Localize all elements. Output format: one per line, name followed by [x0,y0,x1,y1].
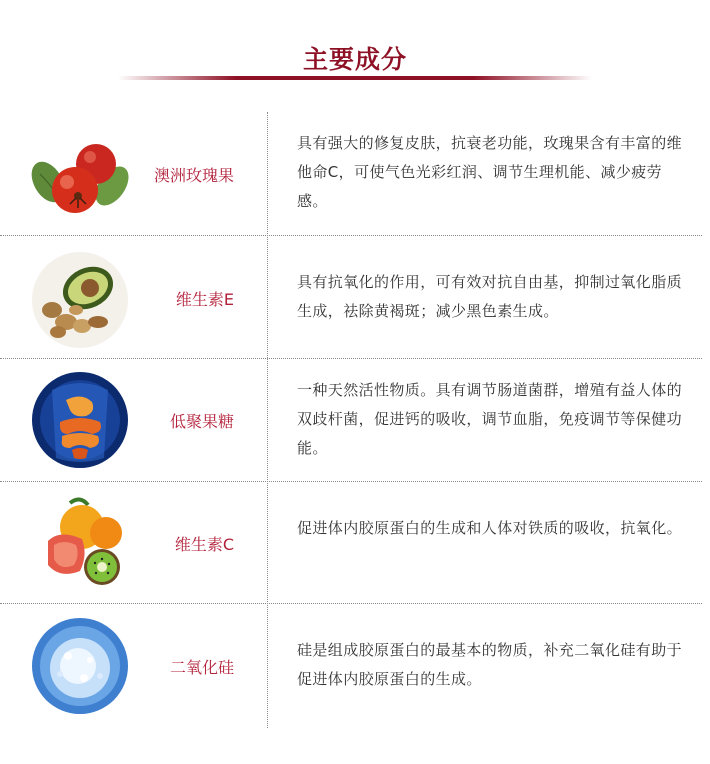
avocado-nuts-image [30,248,130,348]
ingredient-row-silica [0,604,710,728]
intestine-image [30,370,130,470]
citrus-kiwi-image [30,493,130,593]
ingredient-row-rosehip [0,112,710,236]
ingredient-row-vitamin-e [0,236,710,359]
ingredient-description: 一种天然活性物质。具有调节肠道菌群，增殖有益人体的双歧杆菌，促进钙的吸收，调节血脂，免疫调节等保健功能。 [297,381,683,457]
ingredient-description: 促进体内胶原蛋白的生成和人体对铁质的吸收，抗氧化。 [297,519,683,537]
ingredient-name: 维生素C [174,535,234,554]
ingredient-description: 具有强大的修复皮肤，抗衰老功能，玫瑰果含有丰富的维他命C，可使气色光彩红润、调节生理机能、减少疲劳感。 [297,134,683,210]
ingredient-name: 低聚果糖 [169,412,234,431]
title-underline [118,76,592,80]
ingredient-description: 硅是组成胶原蛋白的最基本的物质，补充二氧化硅有助于促进体内胶原蛋白的生成。 [297,641,683,688]
ingredient-name: 二氧化硅 [169,658,234,677]
ingredient-row-vitamin-c [0,482,710,604]
ingredient-description: 具有抗氧化的作用，可有效对抗自由基，抑制过氧化脂质生成，祛除黄褐斑；减少黑色素生成。 [297,273,683,320]
page-title: 主要成分 [302,45,407,74]
ingredient-row-fructooligosaccharide [0,359,710,482]
silica-crystals-image [30,616,130,716]
ingredient-name: 澳洲玫瑰果 [153,166,234,185]
ingredient-name: 维生素E [175,290,234,309]
rosehip-image [30,124,130,224]
